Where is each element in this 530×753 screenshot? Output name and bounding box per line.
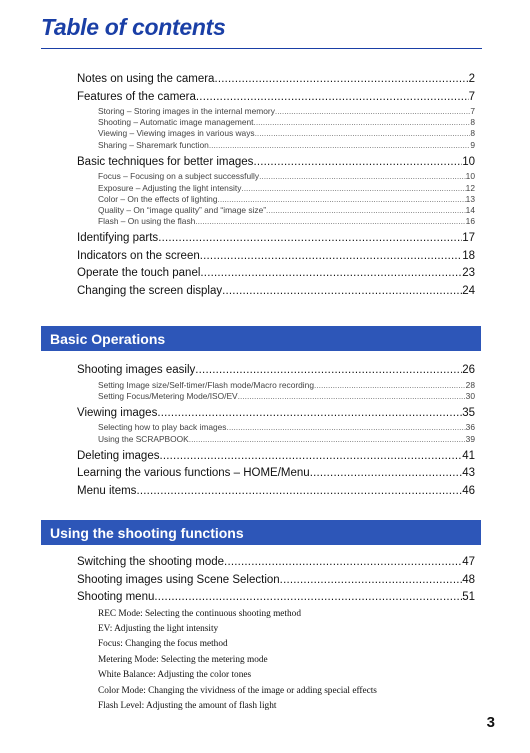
dot-leader bbox=[266, 205, 466, 216]
dot-leader bbox=[158, 230, 462, 248]
dot-leader bbox=[157, 405, 462, 423]
toc-entry-label: Identifying parts bbox=[77, 232, 159, 245]
toc-entry-label: Changing the screen display bbox=[77, 284, 223, 297]
toc-entry-page: 7 bbox=[468, 90, 475, 103]
toc-entry[interactable] bbox=[77, 89, 475, 107]
toc-entry-label: Features of the camera bbox=[77, 90, 196, 103]
toc-note[interactable]: Metering Mode: Selecting the metering mode bbox=[98, 654, 268, 665]
dot-leader bbox=[280, 572, 463, 590]
toc-entry-label: Switching the shooting mode bbox=[77, 556, 225, 568]
dot-leader bbox=[310, 465, 463, 483]
section-banner-shooting-functions bbox=[41, 520, 481, 545]
dot-leader bbox=[159, 448, 462, 466]
dot-leader bbox=[189, 434, 466, 445]
toc-entry-label: Viewing images bbox=[77, 406, 158, 419]
toc-note[interactable]: REC Mode: Selecting the continuous shooting method bbox=[98, 608, 301, 619]
toc-subentry[interactable] bbox=[98, 140, 475, 151]
toc-entry-page: 35 bbox=[462, 406, 475, 419]
dot-leader bbox=[218, 194, 466, 205]
dot-leader bbox=[314, 380, 466, 391]
toc-subentry[interactable] bbox=[98, 380, 475, 391]
toc-subentry[interactable] bbox=[98, 128, 475, 139]
dot-leader bbox=[154, 589, 462, 607]
toc-entry-label: Deleting images bbox=[77, 449, 160, 462]
toc-subentry[interactable] bbox=[98, 106, 475, 117]
toc-entry-page: 47 bbox=[462, 556, 475, 568]
dot-leader bbox=[136, 483, 462, 501]
toc-subentry-label: Setting Focus/Metering Mode/ISO/EV bbox=[98, 390, 238, 401]
dot-leader bbox=[196, 89, 469, 107]
toc-subentry-page: 12 bbox=[465, 182, 475, 193]
dot-leader bbox=[241, 183, 465, 194]
toc-entry-label: Shooting menu bbox=[77, 591, 155, 603]
toc-entry-label: Operate the touch panel bbox=[77, 267, 201, 280]
section-heading: Using the shooting functions bbox=[50, 524, 244, 541]
page-title: Table of contents bbox=[41, 14, 226, 40]
dot-leader bbox=[195, 362, 462, 380]
toc-subentry[interactable] bbox=[98, 434, 475, 445]
toc-entry[interactable] bbox=[77, 71, 475, 89]
toc-subentry[interactable] bbox=[98, 205, 475, 216]
toc-subentry-page: 7 bbox=[470, 106, 475, 116]
dot-leader bbox=[254, 117, 471, 128]
toc-subentry-label: Shooting – Automatic image management bbox=[98, 117, 254, 128]
toc-note[interactable]: White Balance: Adjusting the color tones bbox=[98, 670, 252, 681]
toc-subentry[interactable] bbox=[98, 216, 475, 227]
toc-subentry[interactable] bbox=[98, 117, 475, 128]
toc-entry[interactable] bbox=[77, 554, 475, 572]
toc-entry[interactable] bbox=[77, 283, 475, 301]
page-number: 3 bbox=[486, 714, 495, 731]
toc-section-basic-operations bbox=[77, 362, 475, 500]
toc-subentry-label: Selecting how to play back images bbox=[98, 422, 227, 433]
toc-note[interactable]: Color Mode: Changing the vividness of the image or adding special effects bbox=[98, 685, 377, 696]
toc-entry-page: 23 bbox=[462, 267, 475, 280]
toc-subentry-label: Using the SCRAPBOOK bbox=[98, 433, 189, 444]
toc-subentry-label: Setting Image size/Self-timer/Flash mode/Macro recording bbox=[98, 379, 314, 390]
dot-leader bbox=[222, 283, 462, 301]
toc-entry[interactable] bbox=[77, 405, 475, 423]
toc-entry-page: 10 bbox=[462, 155, 475, 168]
toc-note[interactable]: EV: Adjusting the light intensity bbox=[98, 623, 219, 634]
title-rule bbox=[41, 48, 482, 49]
toc-entry-page: 2 bbox=[468, 73, 475, 85]
toc-entry-label: Menu items bbox=[77, 484, 137, 497]
toc-entry-page: 51 bbox=[462, 591, 475, 603]
toc-entry-label: Shooting images using Scene Selection bbox=[77, 573, 280, 586]
toc-subentry-page: 8 bbox=[470, 128, 475, 139]
dot-leader bbox=[195, 216, 465, 227]
toc-section-shooting-functions bbox=[77, 554, 475, 714]
toc-entry[interactable] bbox=[77, 465, 475, 483]
toc-entry[interactable] bbox=[77, 572, 475, 590]
toc-subentry-label: Color – On the effects of lighting bbox=[98, 193, 218, 204]
toc-subentry-label: Storing – Storing images in the internal memory bbox=[98, 106, 275, 116]
toc-entry-label: Notes on using the camera bbox=[77, 73, 215, 85]
toc-entry-page: 18 bbox=[462, 249, 475, 262]
toc-subentry-page: 10 bbox=[465, 171, 475, 182]
toc-entry[interactable] bbox=[77, 483, 475, 501]
toc-subentry[interactable] bbox=[98, 194, 475, 205]
toc-entry-page: 46 bbox=[462, 484, 475, 497]
toc-entry-page: 26 bbox=[462, 364, 475, 376]
toc-entry[interactable] bbox=[77, 362, 475, 380]
toc-entry-label: Basic techniques for better images bbox=[77, 155, 254, 168]
toc-subentry[interactable] bbox=[98, 391, 475, 402]
toc-entry-label: Shooting images easily bbox=[77, 364, 196, 376]
toc-subentry-label: Viewing – Viewing images in various ways bbox=[98, 128, 255, 139]
toc-entry[interactable] bbox=[77, 448, 475, 466]
toc-subentry-page: 13 bbox=[465, 193, 475, 204]
toc-entry-label: Indicators on the screen bbox=[77, 249, 200, 262]
dot-leader bbox=[238, 391, 466, 402]
dot-leader bbox=[227, 422, 466, 433]
dot-leader bbox=[253, 154, 462, 172]
toc-entry[interactable] bbox=[77, 248, 475, 266]
dot-leader bbox=[209, 140, 471, 151]
toc-entry-page: 24 bbox=[462, 284, 475, 297]
toc-entry-label: Learning the various functions – HOME/Menu bbox=[77, 467, 310, 480]
toc-subentry-label: Exposure – Adjusting the light intensity bbox=[98, 182, 242, 193]
toc-entry-page: 41 bbox=[462, 449, 475, 462]
toc-section-intro bbox=[77, 71, 475, 300]
toc-subentry-label: Quality – On “image quality” and “image size” bbox=[98, 204, 267, 215]
toc-subentry-page: 14 bbox=[465, 204, 475, 215]
toc-subentry-page: 8 bbox=[470, 117, 475, 128]
toc-entry[interactable] bbox=[77, 230, 475, 248]
toc-subentry-label: Focus – Focusing on a subject successfully bbox=[98, 171, 260, 182]
toc-entry-page: 17 bbox=[462, 232, 475, 245]
dot-leader bbox=[224, 554, 462, 572]
section-heading: Basic Operations bbox=[50, 330, 166, 347]
toc-entry-page: 48 bbox=[462, 573, 475, 586]
toc-subentry-page: 39 bbox=[465, 433, 475, 444]
toc-subentry[interactable] bbox=[98, 183, 475, 194]
toc-subentry-label: Sharing – Sharemark function bbox=[98, 139, 209, 150]
toc-subentry-page: 16 bbox=[465, 216, 475, 227]
dot-leader bbox=[255, 128, 471, 139]
toc-entry-page: 43 bbox=[462, 467, 475, 480]
dot-leader bbox=[200, 248, 462, 266]
dot-leader bbox=[259, 171, 466, 182]
toc-entry[interactable] bbox=[77, 154, 475, 172]
toc-subentry-page: 36 bbox=[465, 422, 475, 433]
toc-entry[interactable] bbox=[77, 589, 475, 607]
toc-subentry-label: Flash – On using the flash bbox=[98, 216, 196, 227]
dot-leader bbox=[214, 71, 468, 89]
toc-subentry-page: 30 bbox=[465, 390, 475, 401]
dot-leader bbox=[200, 265, 462, 283]
section-banner-basic-operations bbox=[41, 326, 481, 351]
toc-subentry-page: 28 bbox=[465, 379, 475, 390]
toc-note[interactable]: Focus: Changing the focus method bbox=[98, 639, 228, 650]
toc-subentry-page: 9 bbox=[470, 139, 475, 150]
dot-leader bbox=[275, 106, 470, 117]
toc-note[interactable]: Flash Level: Adjusting the amount of flash light bbox=[98, 700, 277, 711]
toc-subentry[interactable] bbox=[98, 422, 475, 433]
toc-entry[interactable] bbox=[77, 265, 475, 283]
toc-subentry[interactable] bbox=[98, 171, 475, 182]
